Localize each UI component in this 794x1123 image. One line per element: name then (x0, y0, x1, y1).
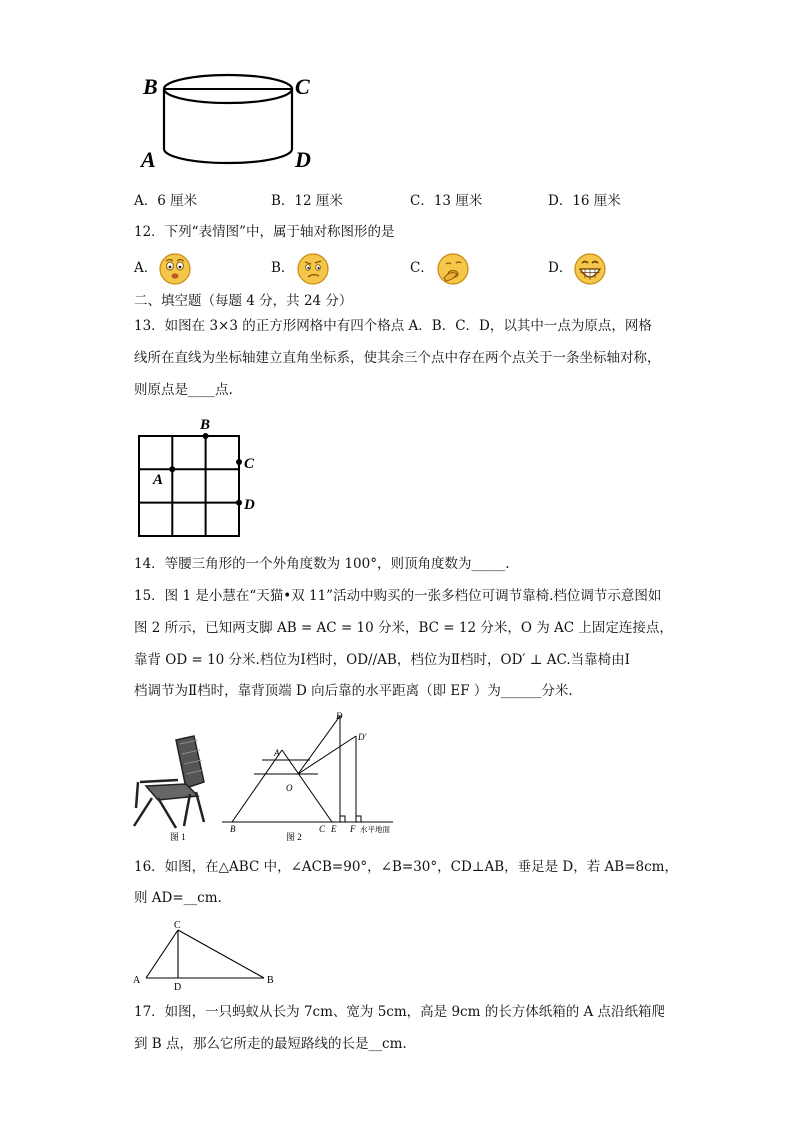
q15-line-2: 图 2 所示，已知两支脚 AB = AC = 10 分米，BC = 12 分米，O 为 AC 上固定连接点， (134, 620, 673, 636)
q13-label-c: C (244, 456, 255, 472)
q16-triangle-figure (128, 916, 288, 992)
q13-line-3: 则原点是____点. (134, 382, 233, 398)
q16-label-a: A (133, 975, 141, 986)
q13-label-d: D (244, 497, 255, 513)
q15-fig2-label-e: E (331, 824, 337, 834)
q15-fig2-label-a: A (274, 748, 280, 758)
q15-fig2-label-o: O (286, 783, 293, 793)
q13-line-2: 线所在直线为坐标轴建立直角坐标系，使其余三个点中存在两个点关于一条坐标轴对称， (134, 350, 661, 366)
q15-chair-figure (128, 730, 218, 842)
q11-label-d: D (295, 147, 311, 172)
confused-face-icon[interactable] (296, 252, 330, 286)
q12-option-a-letter: A． (134, 260, 158, 276)
q11-label-c: C (295, 74, 310, 99)
q16-line-2: 则 AD=__cm. (134, 890, 222, 906)
q11-label-a: A (141, 147, 156, 172)
q15-fig2-label-f: F (350, 824, 356, 834)
q16-label-b: B (267, 975, 274, 986)
q15-fig2-caption: 图 2 (286, 832, 302, 842)
grinning-face-icon[interactable] (573, 252, 607, 286)
q15-geometry-figure (218, 708, 418, 842)
q16-label-c: C (174, 920, 181, 931)
q11-option-c[interactable]: C．13 厘米 (410, 193, 483, 209)
q15-fig2-label-d: D (336, 711, 343, 721)
q15-fig2-label-dp: D' (358, 732, 367, 742)
q11-option-b[interactable]: B．12 厘米 (271, 193, 343, 209)
q11-option-a[interactable]: A．6 厘米 (134, 193, 198, 209)
section-2-title: 二、填空题（每题 4 分，共 24 分） (134, 293, 353, 309)
q12-option-c-letter: C． (410, 260, 434, 276)
q13-label-b: B (200, 417, 211, 433)
q16-line-1: 16．如图，在△ABC 中，∠ACB=90°，∠B=30°，CD⊥AB，垂足是 D，若 AB=8cm， (134, 859, 678, 875)
q13-label-a: A (153, 472, 164, 488)
thinking-face-icon[interactable] (436, 252, 470, 286)
q11-label-b: B (143, 74, 158, 99)
q15-fig2-ground: 水平地面 (360, 825, 390, 834)
q15-line-1: 15．图 1 是小慧在“天猫•双 11”活动中购买的一张多档位可调节靠椅.档位调节示意图如 (134, 588, 662, 604)
q14-text: 14．等腰三角形的一个外角度数为 100°，则顶角度数为_____. (134, 556, 510, 572)
q15-fig2-label-b: B (230, 824, 236, 834)
q13-line-1: 13．如图在 3×3 的正方形网格中有四个格点 A．B．C．D，以其中一点为原点，网格 (134, 318, 652, 334)
q15-line-4: 档调节为Ⅱ档时，靠背顶端 D 向后靠的水平距离（即 EF ）为______分米. (134, 683, 573, 699)
worried-face-icon[interactable] (158, 252, 192, 286)
q15-fig1-caption: 图 1 (170, 832, 186, 842)
q11-option-d[interactable]: D．16 厘米 (548, 193, 621, 209)
q15-fig2-label-c: C (319, 824, 326, 834)
q17-line-1: 17．如图，一只蚂蚁从长为 7cm、宽为 5cm，高是 9cm 的长方体纸箱的 A 点沿纸箱爬 (134, 1004, 666, 1020)
q15-line-3: 靠背 OD = 10 分米.档位为Ⅰ档时，OD//AB，档位为Ⅱ档时，OD′ ⊥ AC.当靠椅由Ⅰ (134, 652, 630, 668)
q11-cylinder-figure (135, 66, 325, 176)
q12-stem: 12．下列“表情图”中，属于轴对称图形的是 (134, 224, 395, 240)
q12-option-d-letter: D． (548, 260, 573, 276)
q17-line-2: 到 B 点，那么它所走的最短路线的长是__cm. (134, 1036, 407, 1052)
q13-grid-figure (128, 412, 268, 542)
q12-option-b-letter: B． (271, 260, 295, 276)
q16-label-d: D (174, 982, 182, 992)
